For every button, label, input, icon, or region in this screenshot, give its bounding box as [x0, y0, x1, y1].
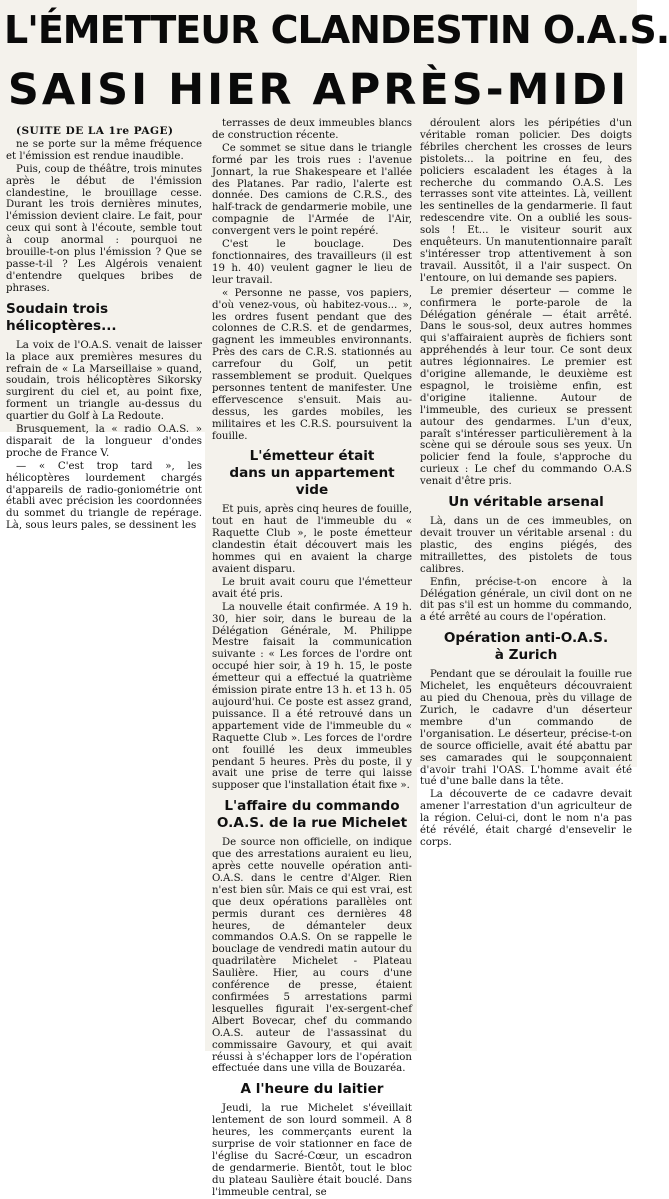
- paragraph: Le premier déserteur — comme le confirmera le porte-parole de la Délégation générale — était arrêté. Dans le sous-sol, deux autres hommes qui s'affairaient auprès de fichiers sont appréhendés à leur tour. Ce sont deux autres légionnaires. Le premier est d'origine allemande, le deuxième est espagnol, le troisième enfin, est d'origine italienne. Autour de l'immeuble, des curieux se pressent autour des gendarmes. L'un d'eux, paraît s'intéresser particulièrement à la scène qui se déroule sous ses yeux. Un policier fend la foule, s'approche du curieux : Le chef du commando O.A.S venait d'être pris.: [420, 285, 632, 488]
- paragraph: La voix de l'O.A.S. venait de laisser la place aux premières mesures du refrain de « La Marseillaise » quand, soudain, trois hélicoptères Sikorsky surgirent du ciel et, au point fixe, forment un triangle au-dessus du quartier du Golf à La Redoute.: [6, 339, 202, 423]
- paragraph: Le bruit avait couru que l'émetteur avait été pris.: [212, 576, 412, 600]
- paragraph: Puis, coup de théâtre, trois minutes après le début de l'émission clandestine, le brouillage cesse. Durant les trois dernières minutes, l'émission devient claire. Le fait, pour ceux qui sont à l'écoute, semble tout à coup anormal : pourquoi ne brouille-t-on plus l'émission ? Que se passe-t-il ? Les Algérois venaient d'entendre quelques bribes de phrases.: [6, 163, 202, 294]
- paragraph: La découverte de ce cadavre devait amener l'arrestation d'un agriculteur de la région. Celui-ci, dont le nom n'a pas été révélé, était chargé d'ensevelir le corps.: [420, 789, 632, 848]
- paragraph: ne se porte sur la même fréquence et l'émission est rendue inaudible.: [6, 138, 202, 162]
- headline-line-1: L'ÉMETTEUR CLANDESTIN O.A.S.: [4, 8, 669, 52]
- article-column-3: [420, 118, 632, 848]
- headline-line-2: SAISI HIER APRÈS-MIDI: [7, 65, 630, 115]
- article-column-1: [6, 125, 202, 532]
- subheading-arsenal: Un véritable arsenal: [448, 494, 604, 511]
- subheading-michelet-commando: [212, 798, 412, 832]
- subheading-line: à Zurich: [494, 647, 558, 664]
- continuation-note: (SUITE DE LA 1re PAGE): [16, 125, 174, 137]
- paragraph: C'est le bouclage. Des fonctionnaires, des travailleurs (il est 19 h. 40) veulent gagner le lieu de leur travail.: [212, 239, 412, 286]
- subheading-line: dans un appartement vide: [229, 465, 395, 499]
- subheading-line: L'émetteur était: [249, 448, 375, 465]
- paragraph: terrasses de deux immeubles blancs de construction récente.: [212, 118, 412, 141]
- paragraph: Enfin, précise-t-on encore à la Délégation générale, un civil dont on ne dit pas s'il est un homme du commando, a été arrêté au cours de l'opération.: [420, 576, 632, 624]
- paragraph: Ce sommet se situe dans le triangle formé par les trois rues : l'avenue Jonnart, la rue Shakespeare et l'allée des Platanes. Par radio, l'alerte est donnée. Des camions de C.R.S., des half-track de gendarmerie mobile, une compagnie de l'Armée de l'Air, convergent vers le point repéré.: [212, 142, 412, 238]
- subheading-helicopters: Soudain trois hélicoptères...: [6, 300, 117, 334]
- paragraph: La nouvelle était confirmée. A 19 h. 30, hier soir, dans le bureau de la Délégation Générale, M. Philippe Mestre faisait la communication suivante : « Les forces de l'ordre ont occupé hier soir, à 19 h. 15, le poste émetteur qui a effectué la quatrième émission pirate entre 13 h. et 13 h. 05 aujourd'hui. Ce poste est assez grand, puissance. Il a été retrouvé dans un appartement vide de l'immeuble du « Raquette Club ». Les forces de l'ordre ont fouillé les deux immeubles pendant 5 heures. Près du poste, il y avait une prise de terre qui laisse supposer que l'installation était fixe ».: [212, 601, 412, 792]
- paragraph: Pendant que se déroulait la fouille rue Michelet, les enquêteurs découvraient au pied du Chenoua, près du village de Zurich, le cadavre d'un déserteur membre d'un commando de l'organisation. Le déserteur, précise-t-on de source officielle, avait été abattu par ses camarades qui le soupçonnaient d'avoir trahi l'OAS. L'homme avait été tué d'une balle dans la tête.: [420, 669, 632, 788]
- paragraph: déroulent alors les péripéties d'un véritable roman policier. Des doigts fébriles cherchent les crosses de leurs pistolets... la poitrine en feu, des policiers escaladent les étages à la recherche du commando O.A.S. Les terrasses sont vite atteintes. Là, veillent les sentinelles de la gendarmerie. Il faut redescendre vite. On a oublié les sous-sols ! Et... le visiteur sourit aux enquêteurs. Un manutentionnaire paraît s'intéresser trop attentivement à son travail. Aussitôt, il a l'air suspect. On l'entoure, on lui demande ses papiers.: [420, 118, 632, 284]
- paragraph: Et puis, après cinq heures de fouille, tout en haut de l'immeuble du « Raquette Club », le poste émetteur clandestin était découvert mais les hommes qui en avaient la charge avaient disparu.: [212, 504, 412, 575]
- subheading-line: Opération anti-O.A.S.: [443, 630, 609, 647]
- paragraph: — « C'est trop tard », les hélicoptères lourdement chargés d'appareils de radio-goniométrie ont établi avec précision les coordonnées du sommet du triangle de repérage. Là, sous leurs pales, se dessinent les: [6, 460, 202, 532]
- paragraph: Jeudi, la rue Michelet s'éveillait lentement de son lourd sommeil. A 8 heures, les commerçants eurent la surprise de voir stationner en face de l'église du Sacré-Cœur, un escadron de gendarmerie. Bientôt, tout le bloc du plateau Saulière était bouclé. Dans l'immeuble central, se: [212, 1103, 412, 1198]
- subheading-milkman-hour: A l'heure du laitier: [240, 1081, 384, 1098]
- paragraph: De source non officielle, on indique que des arrestations auraient eu lieu, après cette nouvelle opération anti-O.A.S. dans le centre d'Alger. Rien n'est bien sûr. Mais ce qui est vrai, est que deux opérations parallèles ont permis durant ces dernières 48 heures, de démanteler deux commandos O.A.S. On se rappelle le bouclage de vendredi matin autour du quadrilatère Michelet - Plateau Saulière. Hier, au cours d'une conférence de presse, étaient confirmées 5 arrestations parmi lesquelles figurait l'ex-sergent-chef Albert Bovecar, chef du commando O.A.S. auteur de l'assassinat du commissaire Gavoury, et qui avait réussi à s'échapper lors de l'opération effectuée dans une villa de Bouzaréa.: [212, 837, 412, 1075]
- subheading-zurich-operation: [420, 630, 632, 664]
- subheading-transmitter-found: [212, 448, 412, 499]
- subheading-line: O.A.S. de la rue Michelet: [216, 815, 408, 832]
- paragraph: Là, dans un de ces immeubles, on devait trouver un véritable arsenal : du plastic, des engins piégés, des mitraillettes, des pistolets de tous calibres.: [420, 516, 632, 575]
- paragraph: « Personne ne passe, vos papiers, d'où venez-vous, où habitez-vous... », les ordres fusent pendant que des colonnes de C.R.S. et de gendarmes, gagnent les immeubles environnants. Près des cars de C.R.S. stationnés au carrefour du Golf, un petit rassemblement se produit. Quelques personnes tentent de manifester. Une effervescence s'ensuit. Mais au-dessus, les gardes mobiles, les militaires et les C.R.S. poursuivent la fouille.: [212, 287, 412, 442]
- article-column-2: [212, 118, 412, 1198]
- paragraph: Brusquement, la « radio O.A.S. » disparait de la longueur d'ondes proche de France V.: [6, 424, 202, 459]
- subheading-line: L'affaire du commando: [224, 798, 400, 815]
